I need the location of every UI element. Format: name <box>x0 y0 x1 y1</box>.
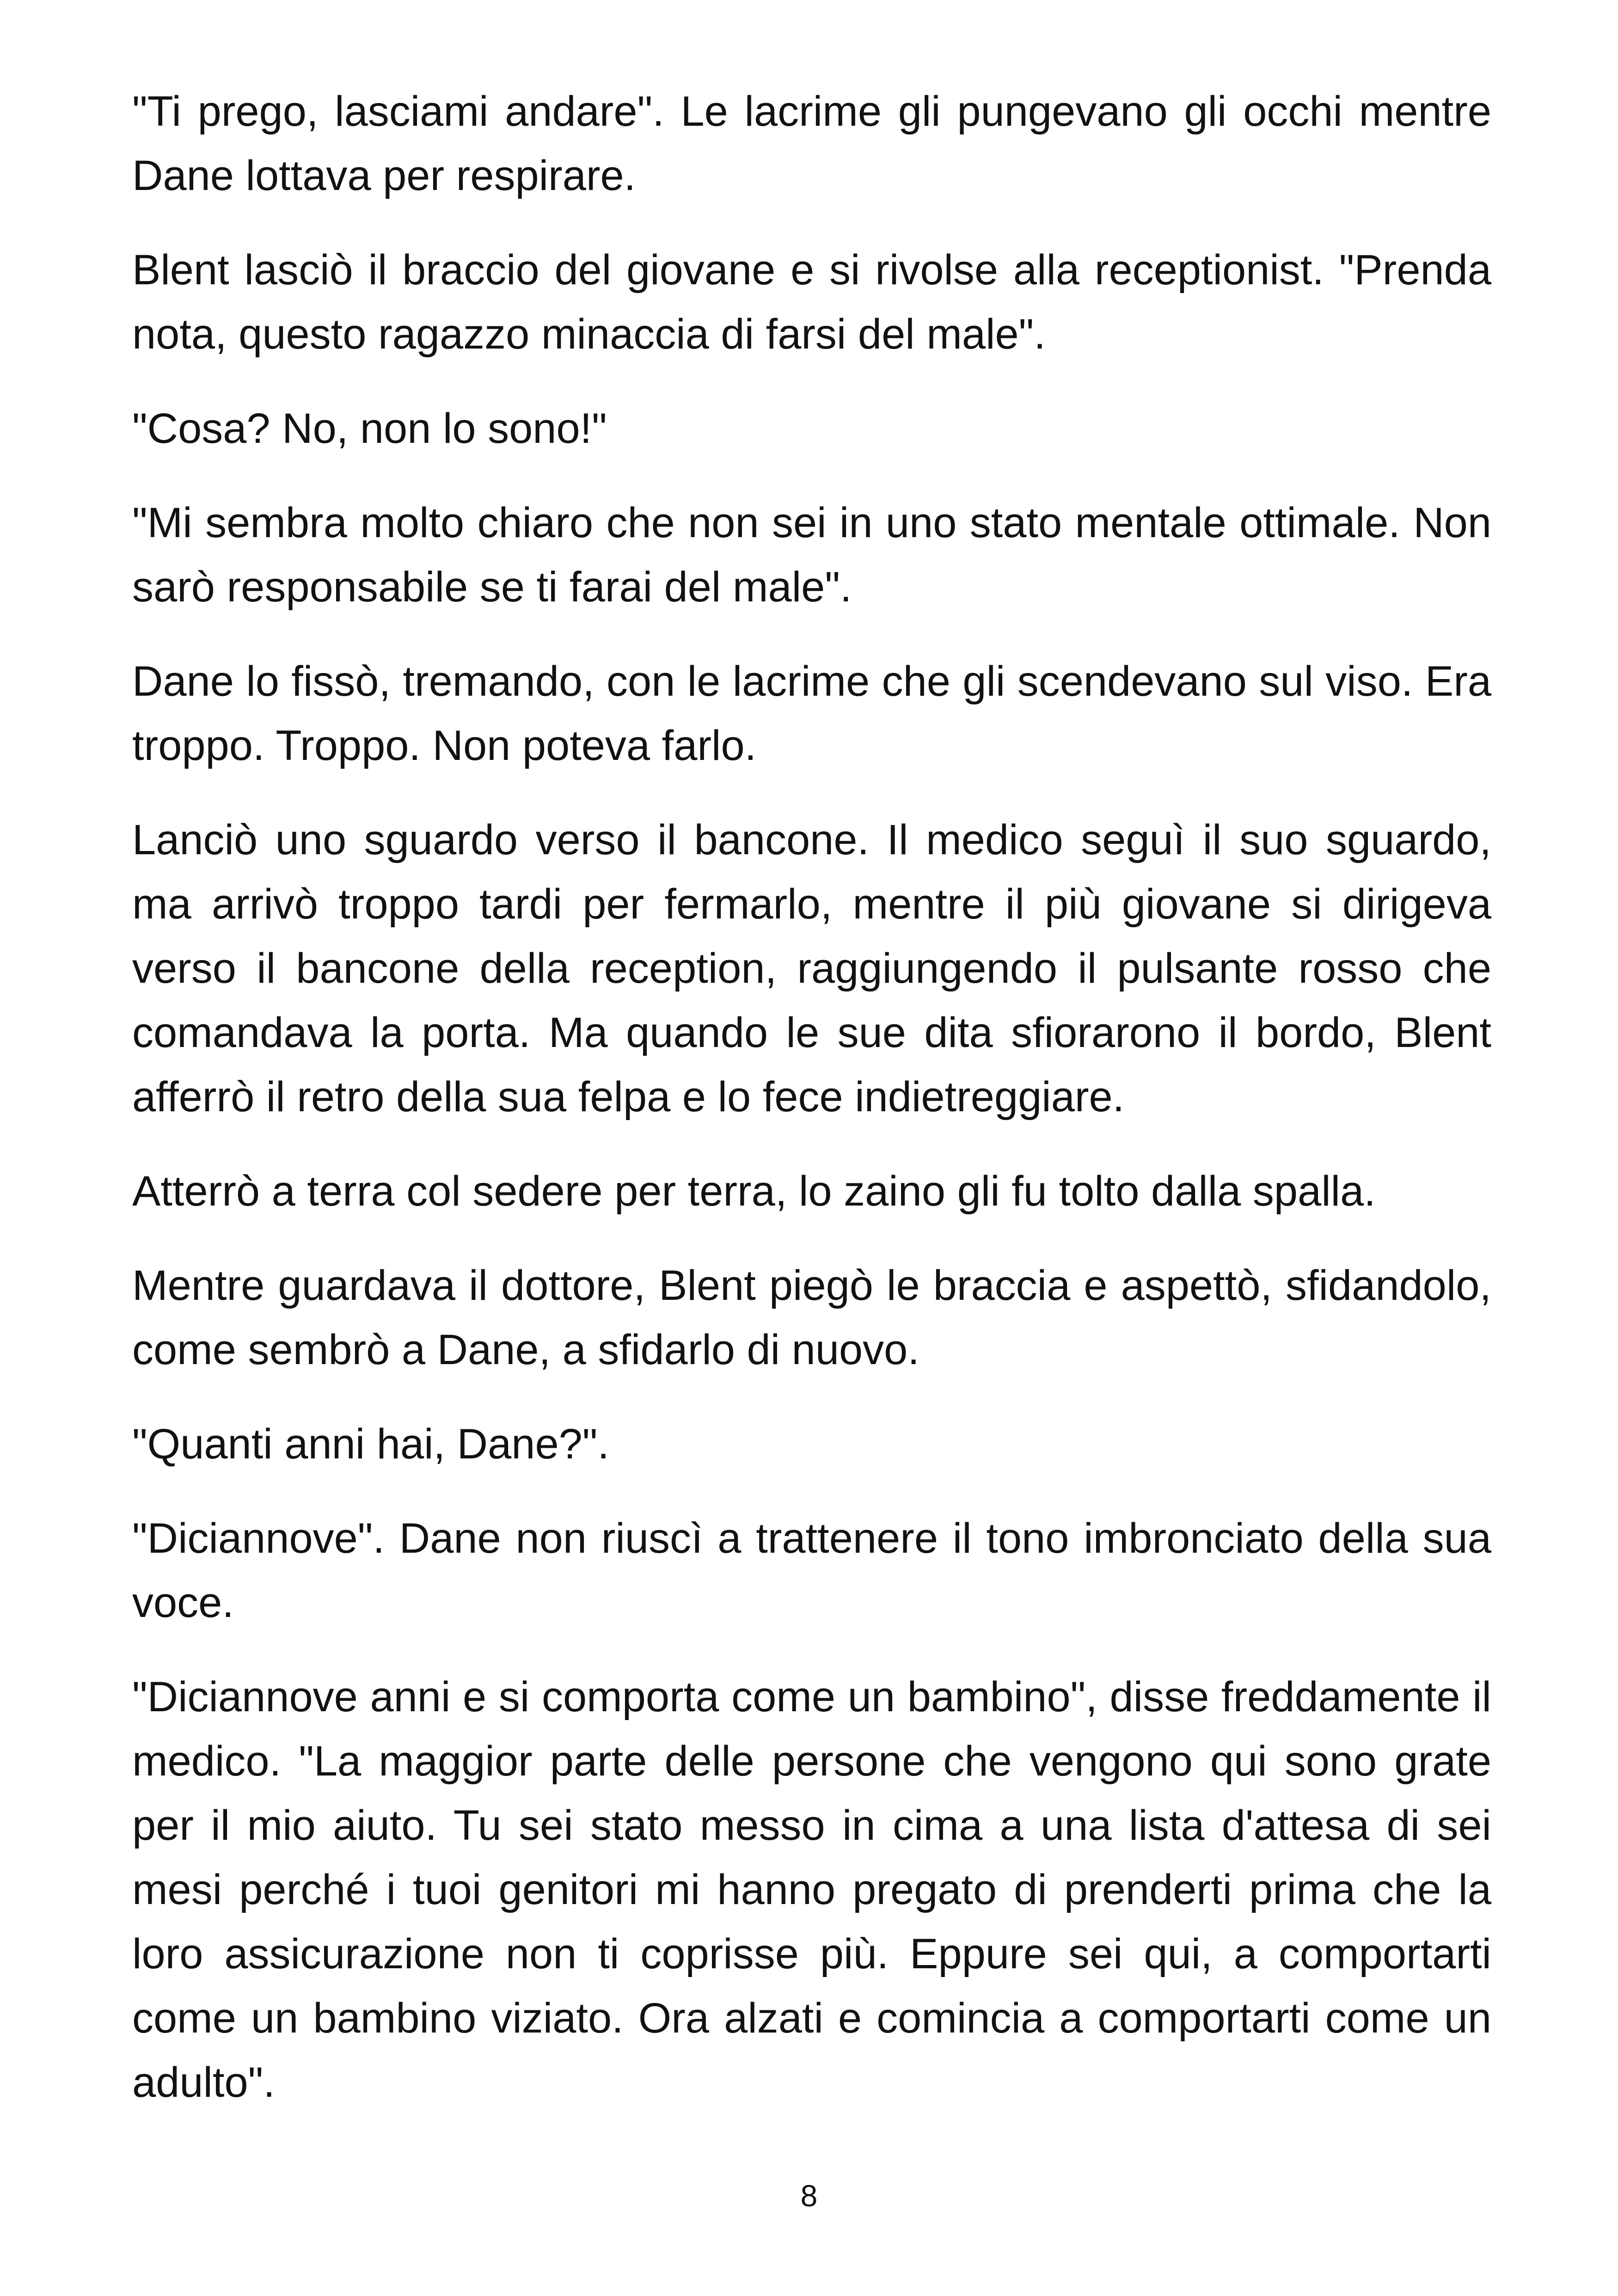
paragraph: Blent lasciò il braccio del giovane e si rivolse alla receptionist. "Prenda nota, questo ragazzo minaccia di farsi del male". <box>132 246 1491 358</box>
paragraph: "Diciannove anni e si comporta come un bambino", disse freddamente il medico. "La maggior parte delle persone che vengono qui sono grate per il mio aiuto. Tu sei stato messo in cima a una lista d'attesa di sei mesi perché i tuoi genitori mi hanno pregato di prenderti prima che la loro assicurazione non ti coprisse più. Eppure sei qui, a comportarti come un bambino viziato. Ora alzati e comincia a comportarti come un adulto". <box>132 1673 1491 2106</box>
paragraph: Mentre guardava il dottore, Blent piegò le braccia e aspettò, sfidandolo, come sembrò a Dane, a sfidarlo di nuovo. <box>132 1262 1491 1373</box>
paragraph: Atterrò a terra col sedere per terra, lo zaino gli fu tolto dalla spalla. <box>132 1168 1376 1215</box>
paragraph: "Diciannove". Dane non riuscì a trattenere il tono imbronciato della sua voce. <box>132 1515 1491 1626</box>
paragraph: "Quanti anni hai, Dane?". <box>132 1420 609 1468</box>
paragraph: "Cosa? No, non lo sono!" <box>132 405 607 452</box>
page-number: 8 <box>800 2179 818 2213</box>
paragraph: Dane lo fissò, tremando, con le lacrime che gli scendevano sul viso. Era troppo. Troppo. Non poteva farlo. <box>132 658 1491 769</box>
paragraph: "Mi sembra molto chiaro che non sei in uno stato mentale ottimale. Non sarò responsabile se ti farai del male". <box>132 499 1491 611</box>
body-text <box>132 80 1491 2145</box>
paragraph: Lanciò uno sguardo verso il bancone. Il medico seguì il suo sguardo, ma arrivò troppo tardi per fermarlo, mentre il più giovane si dirigeva verso il bancone della reception, raggiungendo il pulsante rosso che comandava la porta. Ma quando le sue dita sfiorarono il bordo, Blent afferrò il retro della sua felpa e lo fece indietreggiare. <box>132 816 1491 1120</box>
paragraph: "Ti prego, lasciami andare". Le lacrime gli pungevano gli occhi mentre Dane lottava per respirare. <box>132 88 1491 199</box>
